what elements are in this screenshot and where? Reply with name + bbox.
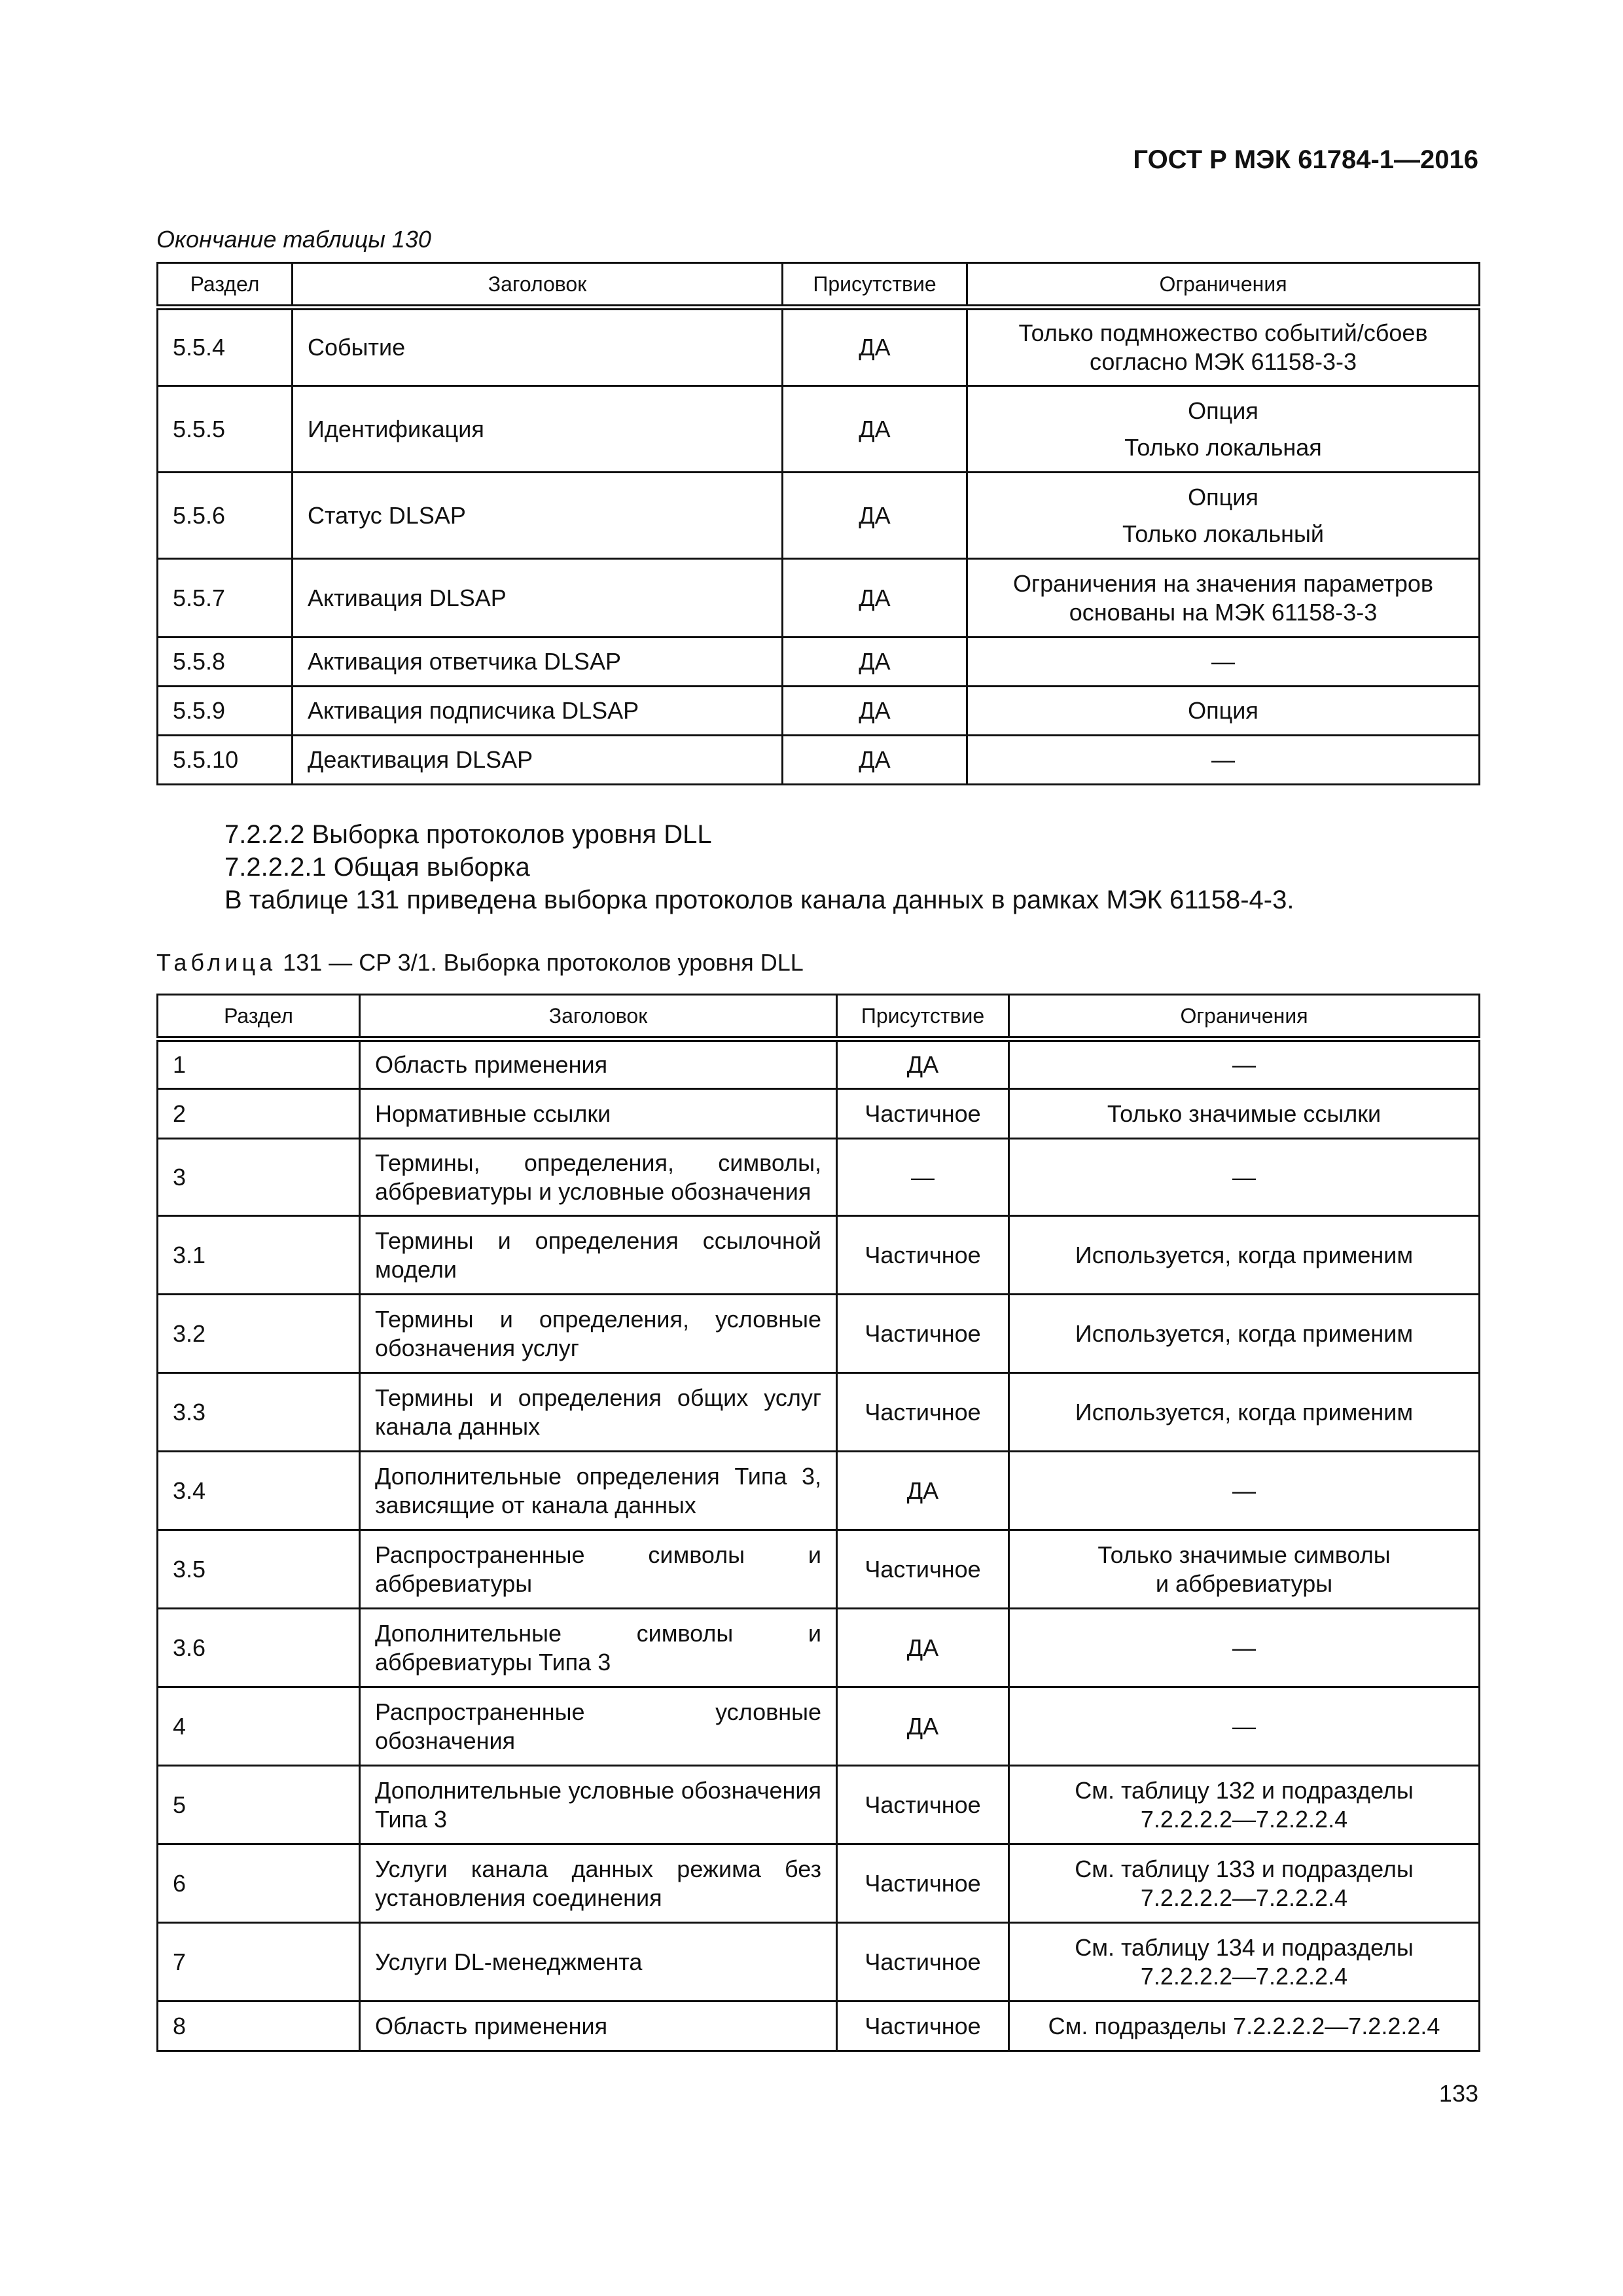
table-row (158, 1373, 1480, 1452)
section-cell: 5.5.4 (158, 308, 293, 386)
presence-cell: ДА (837, 1687, 1009, 1766)
presence-cell: Частичное (837, 1844, 1009, 1923)
caption-text: 131 — CP 3/1. Выборка протоколов уровня DLL (283, 949, 804, 976)
column-header: Ограничения (1009, 995, 1480, 1039)
title-cell: Термины и определения общих услуг канала данных (360, 1373, 837, 1452)
title-cell: Событие (293, 308, 783, 386)
presence-cell: ДА (783, 386, 967, 473)
limitation-cell: — (1009, 1452, 1480, 1530)
title-cell: Активация ответчика DLSAP (293, 637, 783, 687)
table-row (158, 559, 1480, 637)
table-row (158, 1139, 1480, 1216)
table-131 (156, 994, 1480, 2052)
limitation-cell: Используется, когда применим (1009, 1216, 1480, 1295)
presence-cell: ДА (837, 1609, 1009, 1687)
title-cell: Распространенные условные обозначения (360, 1687, 837, 1766)
title-cell: Деактивация DLSAP (293, 736, 783, 785)
title-cell: Дополнительные определения Типа 3, зависящие от канала данных (360, 1452, 837, 1530)
table-row (158, 1609, 1480, 1687)
section-cell: 5.5.9 (158, 687, 293, 736)
table-row (158, 308, 1480, 386)
presence-cell: ДА (837, 1452, 1009, 1530)
section-cell: 5.5.8 (158, 637, 293, 687)
limitation-cell: — (967, 736, 1480, 785)
section-paragraph: В таблице 131 приведена выборка протоколов канала данных в рамках МЭК 61158-4-3. (224, 886, 1294, 914)
table-header-row (158, 995, 1480, 1039)
presence-cell: — (837, 1139, 1009, 1216)
table-row (158, 1687, 1480, 1766)
limitation-cell: Только подмножество событий/сбоев согласно МЭК 61158-3-3 (967, 308, 1480, 386)
limitation-cell: См. таблицу 132 и подразделы 7.2.2.2.2—7.2.2.2.4 (1009, 1766, 1480, 1844)
section-cell: 2 (158, 1089, 360, 1139)
column-header: Заголовок (293, 263, 783, 308)
presence-cell: ДА (837, 1039, 1009, 1089)
section-cell: 3.3 (158, 1373, 360, 1452)
limitation-cell: Опция (967, 687, 1480, 736)
section-cell: 6 (158, 1844, 360, 1923)
section-heading: 7.2.2.2 Выборка протоколов уровня DLL (224, 820, 712, 849)
presence-cell: ДА (783, 736, 967, 785)
caption-label: Таблица (156, 949, 277, 976)
column-header: Раздел (158, 995, 360, 1039)
section-cell: 3.6 (158, 1609, 360, 1687)
title-cell: Термины и определения ссылочной модели (360, 1216, 837, 1295)
table-row (158, 1530, 1480, 1609)
limitation-cell: Ограничения на значения параметров основаны на МЭК 61158-3-3 (967, 559, 1480, 637)
limitation-cell: — (1009, 1139, 1480, 1216)
limitation-cell: Используется, когда применим (1009, 1373, 1480, 1452)
table-row (158, 736, 1480, 785)
section-cell: 5.5.10 (158, 736, 293, 785)
table-row (158, 1844, 1480, 1923)
title-cell: Статус DLSAP (293, 473, 783, 559)
presence-cell: ДА (783, 308, 967, 386)
presence-cell: ДА (783, 473, 967, 559)
section-cell: 5.5.7 (158, 559, 293, 637)
limitation-cell: Используется, когда применим (1009, 1295, 1480, 1373)
limitation-cell: Опция Только локальный (967, 473, 1480, 559)
limitation-cell: См. таблицу 133 и подразделы 7.2.2.2.2—7.2.2.2.4 (1009, 1844, 1480, 1923)
section-cell: 5 (158, 1766, 360, 1844)
table-131-caption (156, 949, 804, 977)
table-row (158, 1089, 1480, 1139)
table-row (158, 1452, 1480, 1530)
presence-cell: Частичное (837, 1216, 1009, 1295)
table-row (158, 1039, 1480, 1089)
presence-cell: Частичное (837, 2001, 1009, 2051)
title-cell: Область применения (360, 1039, 837, 1089)
section-cell: 5.5.6 (158, 473, 293, 559)
title-cell: Нормативные ссылки (360, 1089, 837, 1139)
column-header: Ограничения (967, 263, 1480, 308)
title-cell: Термины, определения, символы, аббревиатуры и условные обозначения (360, 1139, 837, 1216)
section-cell: 1 (158, 1039, 360, 1089)
section-cell: 5.5.5 (158, 386, 293, 473)
section-cell: 8 (158, 2001, 360, 2051)
limitation-cell: Опция Только локальная (967, 386, 1480, 473)
title-cell: Область применения (360, 2001, 837, 2051)
limitation-cell: См. таблицу 134 и подразделы 7.2.2.2.2—7.2.2.2.4 (1009, 1923, 1480, 2001)
section-cell: 3.5 (158, 1530, 360, 1609)
title-cell: Дополнительные символы и аббревиатуры Типа 3 (360, 1609, 837, 1687)
presence-cell: Частичное (837, 1766, 1009, 1844)
section-cell: 3.2 (158, 1295, 360, 1373)
presence-cell: Частичное (837, 1530, 1009, 1609)
page-number: 133 (1438, 2080, 1478, 2107)
table-row (158, 637, 1480, 687)
limitation-cell: — (1009, 1609, 1480, 1687)
section-cell: 3.1 (158, 1216, 360, 1295)
presence-cell: Частичное (837, 1295, 1009, 1373)
column-header: Заголовок (360, 995, 837, 1039)
document-header: ГОСТ Р МЭК 61784-1—2016 (1133, 145, 1478, 174)
title-cell: Распространенные символы и аббревиатуры (360, 1530, 837, 1609)
table-row (158, 386, 1480, 473)
limitation-cell: — (1009, 1687, 1480, 1766)
table-row (158, 2001, 1480, 2051)
section-cell: 3.4 (158, 1452, 360, 1530)
title-cell: Активация DLSAP (293, 559, 783, 637)
title-cell: Услуги DL-менеджмента (360, 1923, 837, 2001)
column-header: Раздел (158, 263, 293, 308)
table-row (158, 1923, 1480, 2001)
limitation-cell: Только значимые ссылки (1009, 1089, 1480, 1139)
table-header-row (158, 263, 1480, 308)
title-cell: Термины и определения, условные обозначения услуг (360, 1295, 837, 1373)
table-row (158, 473, 1480, 559)
title-cell: Дополнительные условные обозначения Типа 3 (360, 1766, 837, 1844)
column-header: Присутствие (783, 263, 967, 308)
title-cell: Услуги канала данных режима без установления соединения (360, 1844, 837, 1923)
presence-cell: Частичное (837, 1089, 1009, 1139)
limitation-cell: — (1009, 1039, 1480, 1089)
presence-cell: ДА (783, 687, 967, 736)
table-row (158, 1295, 1480, 1373)
section-subheading: 7.2.2.2.1 Общая выборка (224, 853, 530, 882)
column-header: Присутствие (837, 995, 1009, 1039)
title-cell: Активация подписчика DLSAP (293, 687, 783, 736)
presence-cell: Частичное (837, 1373, 1009, 1452)
section-cell: 4 (158, 1687, 360, 1766)
presence-cell: ДА (783, 637, 967, 687)
limitation-cell: См. подразделы 7.2.2.2.2—7.2.2.2.4 (1009, 2001, 1480, 2051)
limitation-cell: Только значимые символы и аббревиатуры (1009, 1530, 1480, 1609)
table-row (158, 687, 1480, 736)
table-row (158, 1766, 1480, 1844)
section-text (224, 818, 1294, 916)
section-cell: 7 (158, 1923, 360, 2001)
presence-cell: ДА (783, 559, 967, 637)
presence-cell: Частичное (837, 1923, 1009, 2001)
table-row (158, 1216, 1480, 1295)
table-130 (156, 262, 1480, 785)
table-continuation-label: Окончание таблицы 130 (156, 226, 431, 253)
limitation-cell: — (967, 637, 1480, 687)
title-cell: Идентификация (293, 386, 783, 473)
section-cell: 3 (158, 1139, 360, 1216)
